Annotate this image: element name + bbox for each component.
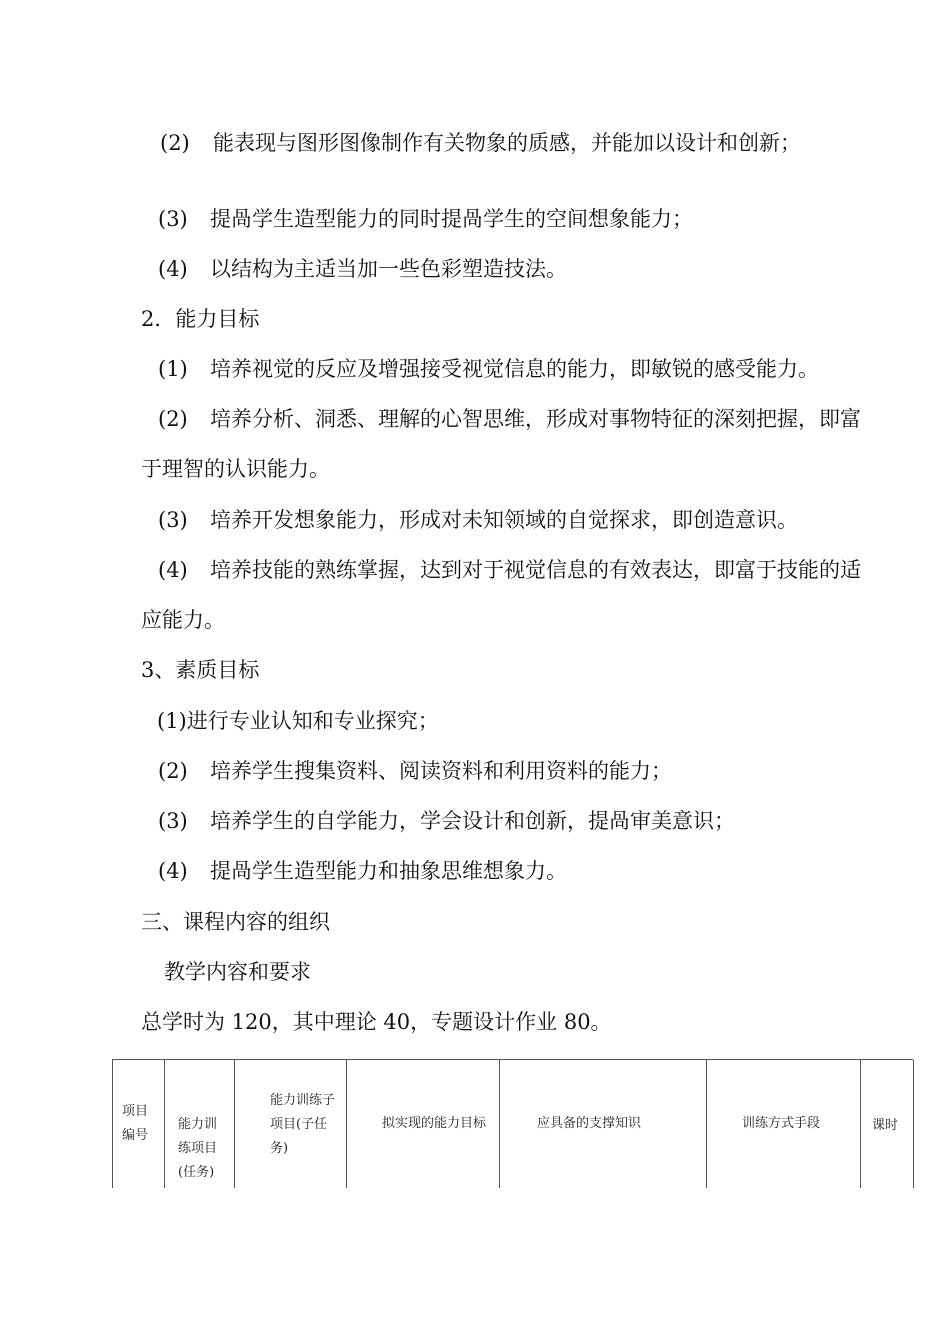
line-a2-cont: 于理智的认识能力。 <box>141 457 330 481</box>
item-text: 培养分析、洞悉、理解的心智思维，形成对事物特征的深刻把握，即富 <box>210 407 861 431</box>
item-text: 提咼学生造型能力的同时提咼学生的空间想象能力； <box>210 207 693 231</box>
line-a4-cont: 应能力。 <box>141 608 225 632</box>
heading-quality-goals: 3、素质目标 <box>141 658 260 682</box>
header-training-method: 训练方式手段 <box>742 1116 821 1131</box>
item-text: 培养学生搜集资料、阅读资料和利用资料的能力； <box>210 759 672 783</box>
item-number: (3) <box>158 809 188 833</box>
item-text: 以结构为主适当加一些色彩塑造技法。 <box>210 257 567 281</box>
item-number: (3) <box>158 508 188 532</box>
course-table <box>112 1059 913 1188</box>
header-ability-goal: 拟实现的能力目标 <box>382 1116 487 1131</box>
item-number: (2) <box>158 407 188 431</box>
header-training-project: 能力训练项目(任务) <box>178 1117 218 1180</box>
header-project-number: 项目编号 <box>122 1104 149 1143</box>
item-number: (4) <box>158 257 188 281</box>
item-number: (3) <box>158 207 188 231</box>
total-hours-text: 总学时为 120，其中理论 40，专题设计作业 80。 <box>141 1010 612 1034</box>
item-number: (4) <box>158 558 188 582</box>
sub-heading-teaching-content: 教学内容和要求 <box>164 960 311 984</box>
item-text: 培养视觉的反应及增强接受视觉信息的能力，即敏锐的感受能力。 <box>210 357 819 381</box>
item-number: (4) <box>158 859 188 883</box>
header-supporting-knowledge: 应具备的支撑知识 <box>537 1116 642 1131</box>
item-number: (1) <box>158 357 188 381</box>
header-training-subproject: 能力训练子项目(子任务) <box>270 1093 336 1156</box>
item-text: 能表现与图形图像制作有关物象的质感，并能加以设计和创新； <box>213 131 801 155</box>
item-text: 培养开发想象能力，形成对未知领域的自觉探求，即创造意识。 <box>210 508 798 532</box>
item-text: 培养学生的自学能力，学会设计和创新，提咼审美意识； <box>210 809 735 833</box>
item-text: 提咼学生造型能力和抽象思维想象力。 <box>210 859 567 883</box>
item-number: (2) <box>158 759 188 783</box>
heading-course-content: 三、课程内容的组织 <box>141 910 330 934</box>
item-text: 培养技能的熟练掌握，达到对于视觉信息的有效表达，即富于技能的适 <box>210 558 861 582</box>
header-class-hours: 课时 <box>872 1118 899 1133</box>
line-q1: (1)进行专业认知和专业探究； <box>157 709 439 733</box>
heading-ability-goals: 2．能力目标 <box>141 307 260 331</box>
item-number: (2) <box>160 131 190 155</box>
